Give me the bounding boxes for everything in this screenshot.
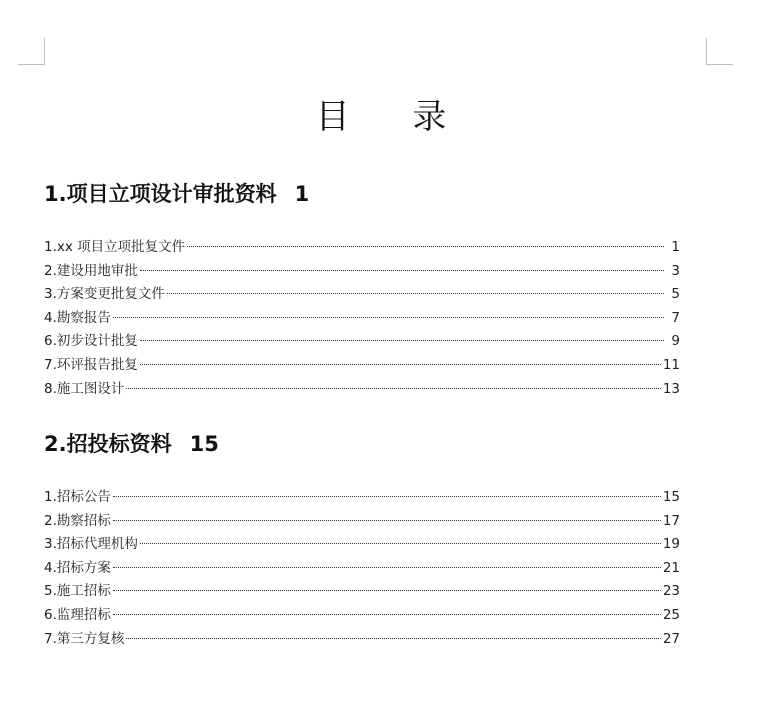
toc-entry[interactable] — [44, 378, 680, 402]
dot-leader — [140, 364, 661, 365]
dot-leader — [113, 590, 661, 591]
section-page-number: 1 — [294, 182, 310, 206]
toc-section-1 — [44, 178, 680, 401]
toc-entry[interactable] — [44, 236, 680, 260]
toc-entry-label: 2.建设用地审批 — [44, 262, 138, 279]
dot-leader — [126, 638, 660, 639]
section-heading[interactable] — [44, 178, 680, 210]
toc-entry[interactable] — [44, 533, 680, 557]
toc-entry-label: 6.监理招标 — [44, 606, 111, 623]
toc-entry-label: 1.招标公告 — [44, 489, 111, 505]
section-heading[interactable] — [44, 428, 680, 460]
toc-entry-page: 15 — [662, 489, 680, 505]
toc-entry-label: 8.施工图设计 — [44, 380, 125, 397]
toc-entry-page: 1 — [671, 239, 680, 255]
toc-entry[interactable] — [44, 510, 680, 534]
dot-leader — [167, 293, 664, 294]
dot-leader — [113, 614, 661, 615]
toc-section-2 — [44, 428, 680, 651]
toc-entry-label: 7.第三方复核 — [44, 630, 125, 647]
toc-entry-list — [44, 236, 680, 401]
dot-leader — [126, 388, 660, 389]
dot-leader — [187, 246, 664, 247]
section-page-number: 15 — [189, 432, 219, 456]
dot-leader — [140, 543, 661, 544]
toc-entry[interactable] — [44, 486, 680, 510]
toc-entry-page: 27 — [662, 630, 680, 647]
toc-entry-page: 7 — [671, 309, 680, 326]
toc-entry[interactable] — [44, 354, 680, 378]
toc-entry-page: 21 — [662, 559, 680, 576]
toc-entry-page: 9 — [671, 333, 680, 350]
dot-leader — [113, 317, 664, 318]
toc-entry-label: 5.施工招标 — [44, 583, 111, 600]
toc-entry-label: 2.勘察招标 — [44, 512, 111, 529]
toc-title: 目 录 — [315, 97, 473, 137]
toc-entry-label: 7.环评报告批复 — [44, 356, 138, 373]
toc-entry-list — [44, 486, 680, 651]
dot-leader — [140, 270, 664, 271]
toc-entry[interactable] — [44, 307, 680, 331]
toc-entry-label: 4.勘察报告 — [44, 309, 111, 326]
toc-entry[interactable] — [44, 628, 680, 652]
dot-leader — [113, 567, 661, 568]
dot-leader — [140, 340, 664, 341]
toc-entry-page: 13 — [662, 380, 680, 397]
toc-entry-page: 3 — [671, 262, 680, 279]
toc-entry[interactable] — [44, 580, 680, 604]
top-left-crop-mark — [18, 38, 45, 65]
toc-entry-page: 25 — [662, 606, 680, 623]
toc-entry[interactable] — [44, 330, 680, 354]
toc-entry[interactable] — [44, 604, 680, 628]
toc-entry[interactable] — [44, 283, 680, 307]
toc-entry-page: 11 — [662, 356, 680, 373]
toc-entry-label: 3.方案变更批复文件 — [44, 286, 165, 303]
section-heading-text: 2.招投标资料 — [44, 432, 172, 456]
toc-entry-label: 1.xx 项目立项批复文件 — [44, 239, 186, 255]
toc-entry-page: 23 — [662, 583, 680, 600]
toc-entry[interactable] — [44, 557, 680, 581]
toc-entry-page: 5 — [671, 286, 680, 303]
toc-entry-page: 19 — [662, 536, 680, 553]
dot-leader — [113, 496, 661, 497]
toc-entry-label: 6.初步设计批复 — [44, 333, 138, 350]
toc-entry-label: 3.招标代理机构 — [44, 536, 138, 553]
toc-entry[interactable] — [44, 260, 680, 284]
section-heading-text: 1.项目立项设计审批资料 — [44, 182, 277, 206]
toc-entry-page: 17 — [662, 512, 680, 529]
toc-entry-label: 4.招标方案 — [44, 559, 111, 576]
dot-leader — [113, 520, 661, 521]
top-right-crop-mark — [706, 38, 733, 65]
